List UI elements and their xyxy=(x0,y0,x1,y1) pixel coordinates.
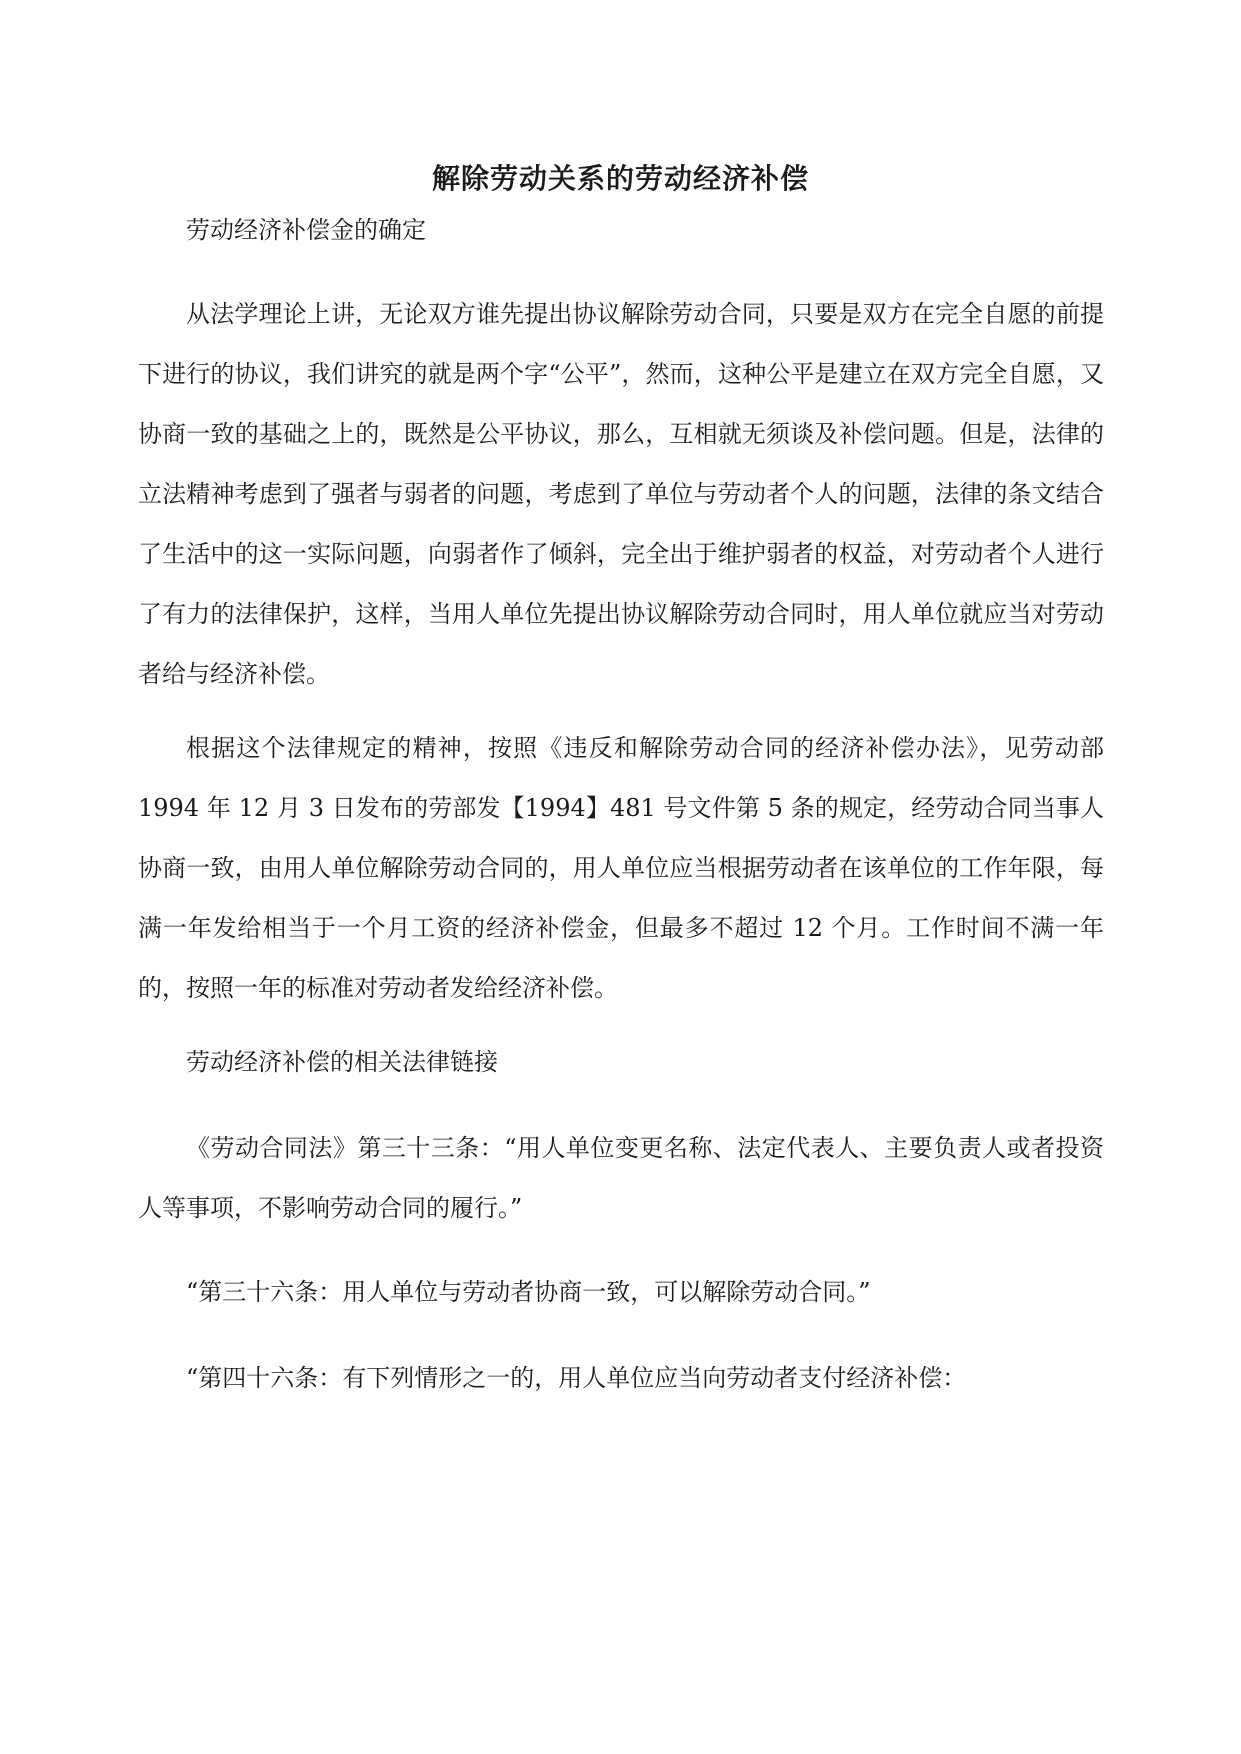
section-heading-legal-links: 劳动经济补偿的相关法律链接 xyxy=(186,1048,498,1076)
paragraph-article-46: “第四十六条：有下列情形之一的，用人单位应当向劳动者支付经济补偿： xyxy=(186,1364,967,1392)
paragraph-regulation: 根据这个法律规定的精神，按照《违反和解除劳动合同的经济补偿办法》，见劳动部 1994 年 12 月 3 日发布的劳部发【1994】481 号文件第 5 条的规定，经劳动合同当事人协商一致，由用人单位解除劳动合同的，用人单位应当根据劳动者在该单位的工作年限，每满一年发给相当于一个月工资的经济补偿金，但最多不超过 12 个月。工作时间不满一年的，按照一年的标准对劳动者发给经济补偿。 xyxy=(138,734,1104,1002)
document-title: 解除劳动关系的劳动经济补偿 xyxy=(431,161,809,195)
paragraph-article-33: 《劳动合同法》第三十三条：“用人单位变更名称、法定代表人、主要负责人或者投资人等事项，不影响劳动合同的履行。” xyxy=(138,1134,1104,1222)
section-heading-compensation-determination: 劳动经济补偿金的确定 xyxy=(186,216,426,244)
paragraph-article-36: “第三十六条：用人单位与劳动者协商一致，可以解除劳动合同。” xyxy=(186,1278,871,1306)
paragraph-legal-theory: 从法学理论上讲，无论双方谁先提出协议解除劳动合同，只要是双方在完全自愿的前提下进行的协议，我们讲究的就是两个字“公平”，然而，这种公平是建立在双方完全自愿，又协商一致的基础之上的，既然是公平协议，那么，互相就无须谈及补偿问题。但是，法律的立法精神考虑到了强者与弱者的问题，考虑到了单位与劳动者个人的问题，法律的条文结合了生活中的这一实际问题，向弱者作了倾斜，完全出于维护弱者的权益，对劳动者个人进行了有力的法律保护，这样，当用人单位先提出协议解除劳动合同时，用人单位就应当对劳动者给与经济补偿。 xyxy=(138,300,1104,688)
